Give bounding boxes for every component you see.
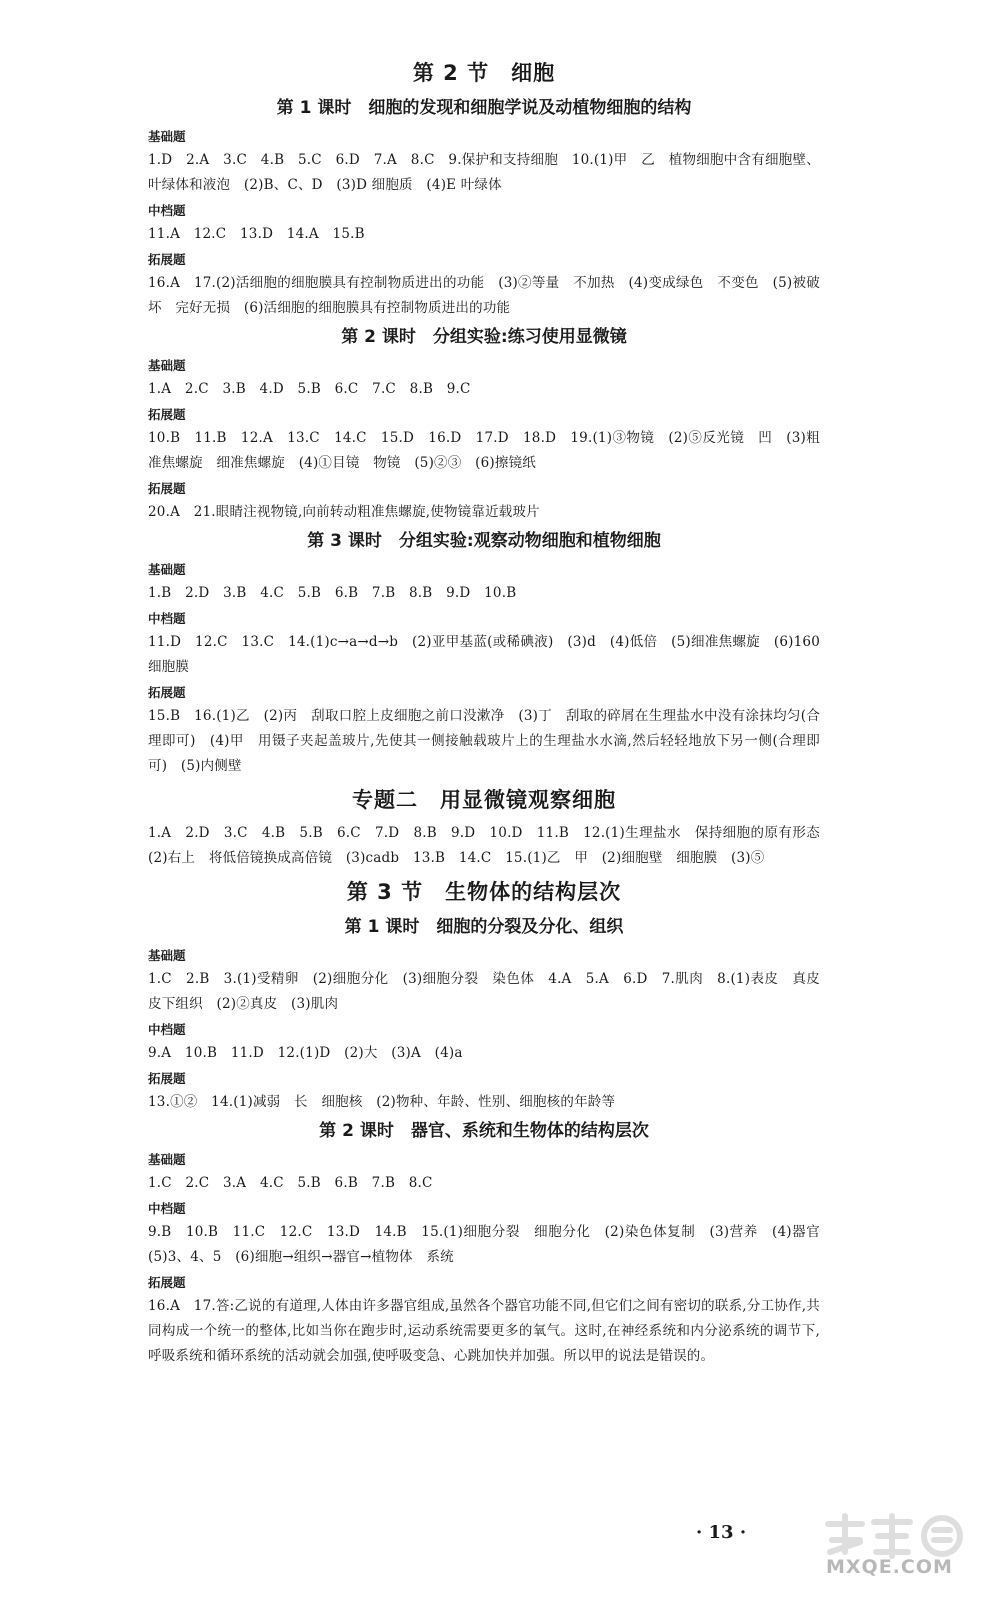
answer-text: 11.A 12.C 13.D 14.A 15.B — [148, 226, 365, 242]
answer-text: 15.B 16.(1)乙 (2)丙 刮取口腔上皮细胞之前口没漱净 (3)丁 刮取的碎屑在生理盐水中没有涂抹均匀(合理即可) (4)甲 用镊子夹起盖玻片,先使其一侧接触载玻片上的生理盐水水滴,然后轻轻地放下另一侧(合理即可) (5)内侧壁 — [148, 708, 820, 774]
section-title: 第 3 节 生物体的结构层次 — [346, 880, 622, 904]
lesson-title: 第 1 课时 细胞的发现和细胞学说及动植物细胞的结构 — [276, 98, 692, 118]
difficulty-label: 拓展题 — [148, 685, 186, 700]
section-title: 专题二 用显微镜观察细胞 — [352, 788, 616, 812]
answer-text: 1.A 2.D 3.C 4.B 5.B 6.C 7.D 8.B 9.D 10.D 11.B 12.(1)生理盐水 保持细胞的原有形态 (2)右上 将低倍镜换成高倍镜 (3)cadb 13.B 14.C 15.(1)乙 甲 (2)细胞壁 细胞膜 (3)⑤ — [148, 825, 834, 866]
answer-text: 1.C 2.B 3.(1)受精卵 (2)细胞分化 (3)细胞分裂 染色体 4.A 5.A 6.D 7.肌肉 8.(1)表皮 真皮 皮下组织 (2)②真皮 (3)肌肉 — [148, 971, 834, 1012]
answer-text: 1.B 2.D 3.B 4.C 5.B 6.B 7.B 8.B 9.D 10.B — [148, 585, 517, 601]
answer-text: 1.C 2.C 3.A 4.C 5.B 6.B 7.B 8.C — [148, 1175, 433, 1191]
difficulty-label: 拓展题 — [148, 481, 186, 496]
answer-text: 13.①② 14.(1)减弱 长 细胞核 (2)物种、年龄、性别、细胞核的年龄等 — [148, 1094, 616, 1110]
answer-text: 16.A 17.(2)活细胞的细胞膜具有控制物质进出的功能 (3)②等量 不加热 (4)变成绿色 不变色 (5)被破坏 完好无损 (6)活细胞的细胞膜具有控制物质进出的功能 — [148, 275, 820, 316]
difficulty-label: 中档题 — [148, 611, 186, 626]
lesson-title: 第 1 课时 细胞的分裂及分化、组织 — [344, 917, 624, 937]
lesson-title: 第 3 课时 分组实验:观察动物细胞和植物细胞 — [307, 531, 661, 551]
difficulty-label: 拓展题 — [148, 1275, 186, 1290]
section-title: 第 2 节 细胞 — [412, 61, 556, 85]
answer-text: 1.A 2.C 3.B 4.D 5.B 6.C 7.C 8.B 9.C — [148, 381, 471, 397]
lesson-title: 第 2 课时 器官、系统和生物体的结构层次 — [319, 1121, 649, 1141]
watermark-site-text: MXQE.COM — [826, 1556, 953, 1578]
difficulty-label: 中档题 — [148, 1022, 186, 1037]
difficulty-label: 拓展题 — [148, 252, 186, 267]
difficulty-label: 基础题 — [148, 948, 186, 963]
lesson-title: 第 2 课时 分组实验:练习使用显微镜 — [341, 327, 627, 347]
answer-text: 10.B 11.B 12.A 13.C 14.C 15.D 16.D 17.D 18.D 19.(1)③物镜 (2)⑤反光镜 凹 (3)粗准焦螺旋 细准焦螺旋 (4)①目镜 物镜 (5)②③ (6)擦镜纸 — [148, 430, 820, 471]
answer-text: 1.D 2.A 3.C 4.B 5.C 6.D 7.A 8.C 9.保护和支持细胞 10.(1)甲 乙 植物细胞中含有细胞壁、叶绿体和液泡 (2)B、C、D (3)D 细胞质 (4)E 叶绿体 — [148, 152, 820, 193]
difficulty-label: 基础题 — [148, 129, 186, 144]
difficulty-label: 中档题 — [148, 1201, 186, 1216]
watermark-logo-icon — [818, 1512, 968, 1592]
answer-text: 20.A 21.眼睛注视物镜,向前转动粗准焦螺旋,使物镜靠近载玻片 — [148, 504, 540, 520]
answer-page — [148, 52, 834, 1369]
answer-text: 9.A 10.B 11.D 12.(1)D (2)大 (3)A (4)a — [148, 1045, 463, 1061]
difficulty-label: 基础题 — [148, 562, 186, 577]
difficulty-label: 中档题 — [148, 203, 186, 218]
answer-text: 11.D 12.C 13.C 14.(1)c→a→d→b (2)亚甲基蓝(或稀碘液) (3)d (4)低倍 (5)细准焦螺旋 (6)160 细胞膜 — [148, 634, 834, 675]
answer-text: 16.A 17.答:乙说的有道理,人体由许多器官组成,虽然各个器官功能不同,但它们之间有密切的联系,分工协作,共同构成一个统一的整体,比如当你在跑步时,运动系统需要更多的氧气。这时,在神经系统和内分泌系统的调节下,呼吸系统和循环系统的活动就会加强,使呼吸变急、心跳加快并加强。所以甲的说法是错误的。 — [148, 1298, 820, 1364]
difficulty-label: 基础题 — [148, 358, 186, 373]
difficulty-label: 拓展题 — [148, 1071, 186, 1086]
answer-text: 9.B 10.B 11.C 12.C 13.D 14.B 15.(1)细胞分裂 细胞分化 (2)染色体复制 (3)营养 (4)器官 (5)3、4、5 (6)细胞→组织→器官→植物体 系统 — [148, 1224, 834, 1265]
difficulty-label: 拓展题 — [148, 407, 186, 422]
page-number: · 13 · — [696, 1522, 747, 1543]
difficulty-label: 基础题 — [148, 1152, 186, 1167]
